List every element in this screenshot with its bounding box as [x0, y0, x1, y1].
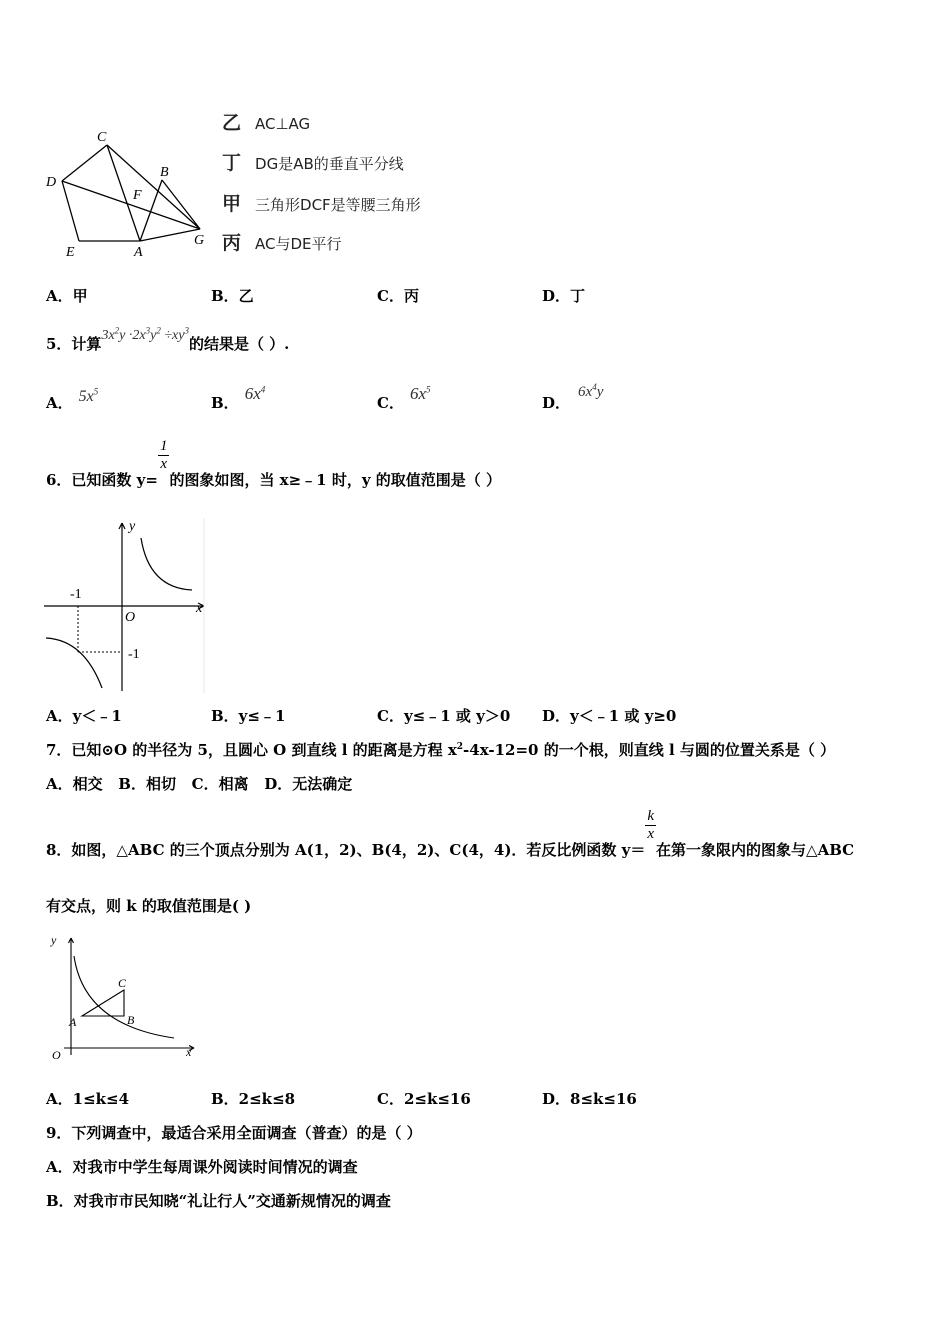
q6-option-b[interactable]: B．y≤﹣1: [211, 707, 286, 725]
q8-stem-line1: 8．如图，△ABC 的三个顶点分别为 A(1，2)、B(4，2)、C(4，4)．若反比例函数 y＝ $\frac{k}{x}$ 在第一象限内的图象与△ABC: [46, 808, 855, 859]
q4-geometry-figure: [40, 125, 220, 265]
q6-hyperbola-graph: [44, 518, 214, 693]
label-b: B: [127, 1013, 135, 1027]
q9-option-b[interactable]: B．对我市市民知晓“礼让行人”交通新规情况的调查: [46, 1192, 391, 1210]
label-c: C: [97, 130, 107, 145]
q4-option-a[interactable]: A．甲: [46, 287, 88, 305]
q6-option-d[interactable]: D．y＜﹣1 或 y≥0: [542, 707, 677, 725]
label-x: x: [186, 1045, 192, 1059]
label-origin: O: [125, 610, 136, 625]
label-d: D: [46, 175, 57, 190]
q4-option-b[interactable]: B．乙: [211, 287, 254, 305]
q5-option-d[interactable]: D．$6x^4y$: [542, 382, 604, 412]
label-y: y: [51, 933, 57, 947]
q4-statement-1: 乙 AC⊥AG: [222, 112, 311, 134]
q8-stem-line2: 有交点，则 k 的取值范围是( ): [46, 897, 252, 915]
label-c: C: [118, 976, 127, 990]
label-neg1-y: -1: [128, 647, 140, 662]
segment-gb: [162, 180, 200, 229]
q5-expression: $3x^2y \cdot 2x^3y^2 \div xy^3$: [101, 325, 189, 343]
q4-statement-3: 甲 三角形DCF是等腰三角形: [222, 193, 421, 215]
q7-stem: 7．已知⊙O 的半径为 5，且圆心 O 到直线 l 的距离是方程 $x^2-4x-12=0$ 的一个根，则直线 l 与圆的位置关系是（ ）: [46, 741, 836, 759]
q4-option-d[interactable]: D．丁: [542, 287, 586, 305]
label-g: G: [194, 233, 205, 248]
q6-option-a[interactable]: A．y＜﹣1: [46, 707, 122, 725]
q8-option-b[interactable]: B．2≤k≤8: [211, 1090, 296, 1108]
q5-stem: 5．计算$3x^2y \cdot 2x^3y^2 \div xy^3$的结果是（ ）.: [46, 325, 290, 353]
q4-option-c[interactable]: C．丙: [377, 287, 419, 305]
curve-first-quadrant: [141, 538, 192, 590]
q8-triangle-graph: [44, 930, 204, 1065]
label-origin: O: [52, 1048, 61, 1062]
q9-option-a[interactable]: A．对我市中学生每周课外阅读时间情况的调查: [46, 1158, 358, 1176]
label-f: F: [133, 188, 142, 203]
label-neg1-x: -1: [70, 587, 82, 602]
q4-statement-4: 丙 AC与DE平行: [222, 232, 342, 254]
label-b: B: [160, 165, 169, 180]
curve-third-quadrant: [46, 638, 102, 688]
q8-option-a[interactable]: A．1≤k≤4: [46, 1090, 130, 1108]
q6-option-c[interactable]: C．y≤﹣1 或 y＞0: [377, 707, 511, 725]
q5-option-c[interactable]: C． $6x^5$: [377, 384, 431, 412]
segment-de: [62, 181, 79, 241]
q8-option-d[interactable]: D．8≤k≤16: [542, 1090, 637, 1108]
segment-ag: [140, 229, 200, 241]
label-x: x: [196, 601, 203, 616]
q5-option-b[interactable]: B． $6x^4$: [211, 384, 266, 412]
label-e: E: [66, 245, 75, 260]
q9-stem: 9．下列调查中，最适合采用全面调查（普查）的是（ ）: [46, 1124, 422, 1142]
q4-statement-2: 丁 DG是AB的垂直平分线: [222, 152, 404, 174]
label-a: A: [69, 1015, 77, 1029]
q7-options[interactable]: A．相交 B．相切 C．相离 D．无法确定: [46, 775, 353, 793]
segment-ba: [140, 180, 162, 241]
q6-stem: 6．已知函数 y= $\frac{1}{x}$ 的图象如图，当 x≥﹣1 时，y 的取值范围是（ ）: [46, 438, 502, 489]
label-y: y: [129, 519, 136, 534]
label-a: A: [134, 245, 143, 260]
q5-option-a[interactable]: A． $5x^5$: [46, 386, 99, 412]
segment-cd: [62, 145, 107, 181]
segment-dg: [62, 181, 200, 229]
q8-option-c[interactable]: C．2≤k≤16: [377, 1090, 471, 1108]
